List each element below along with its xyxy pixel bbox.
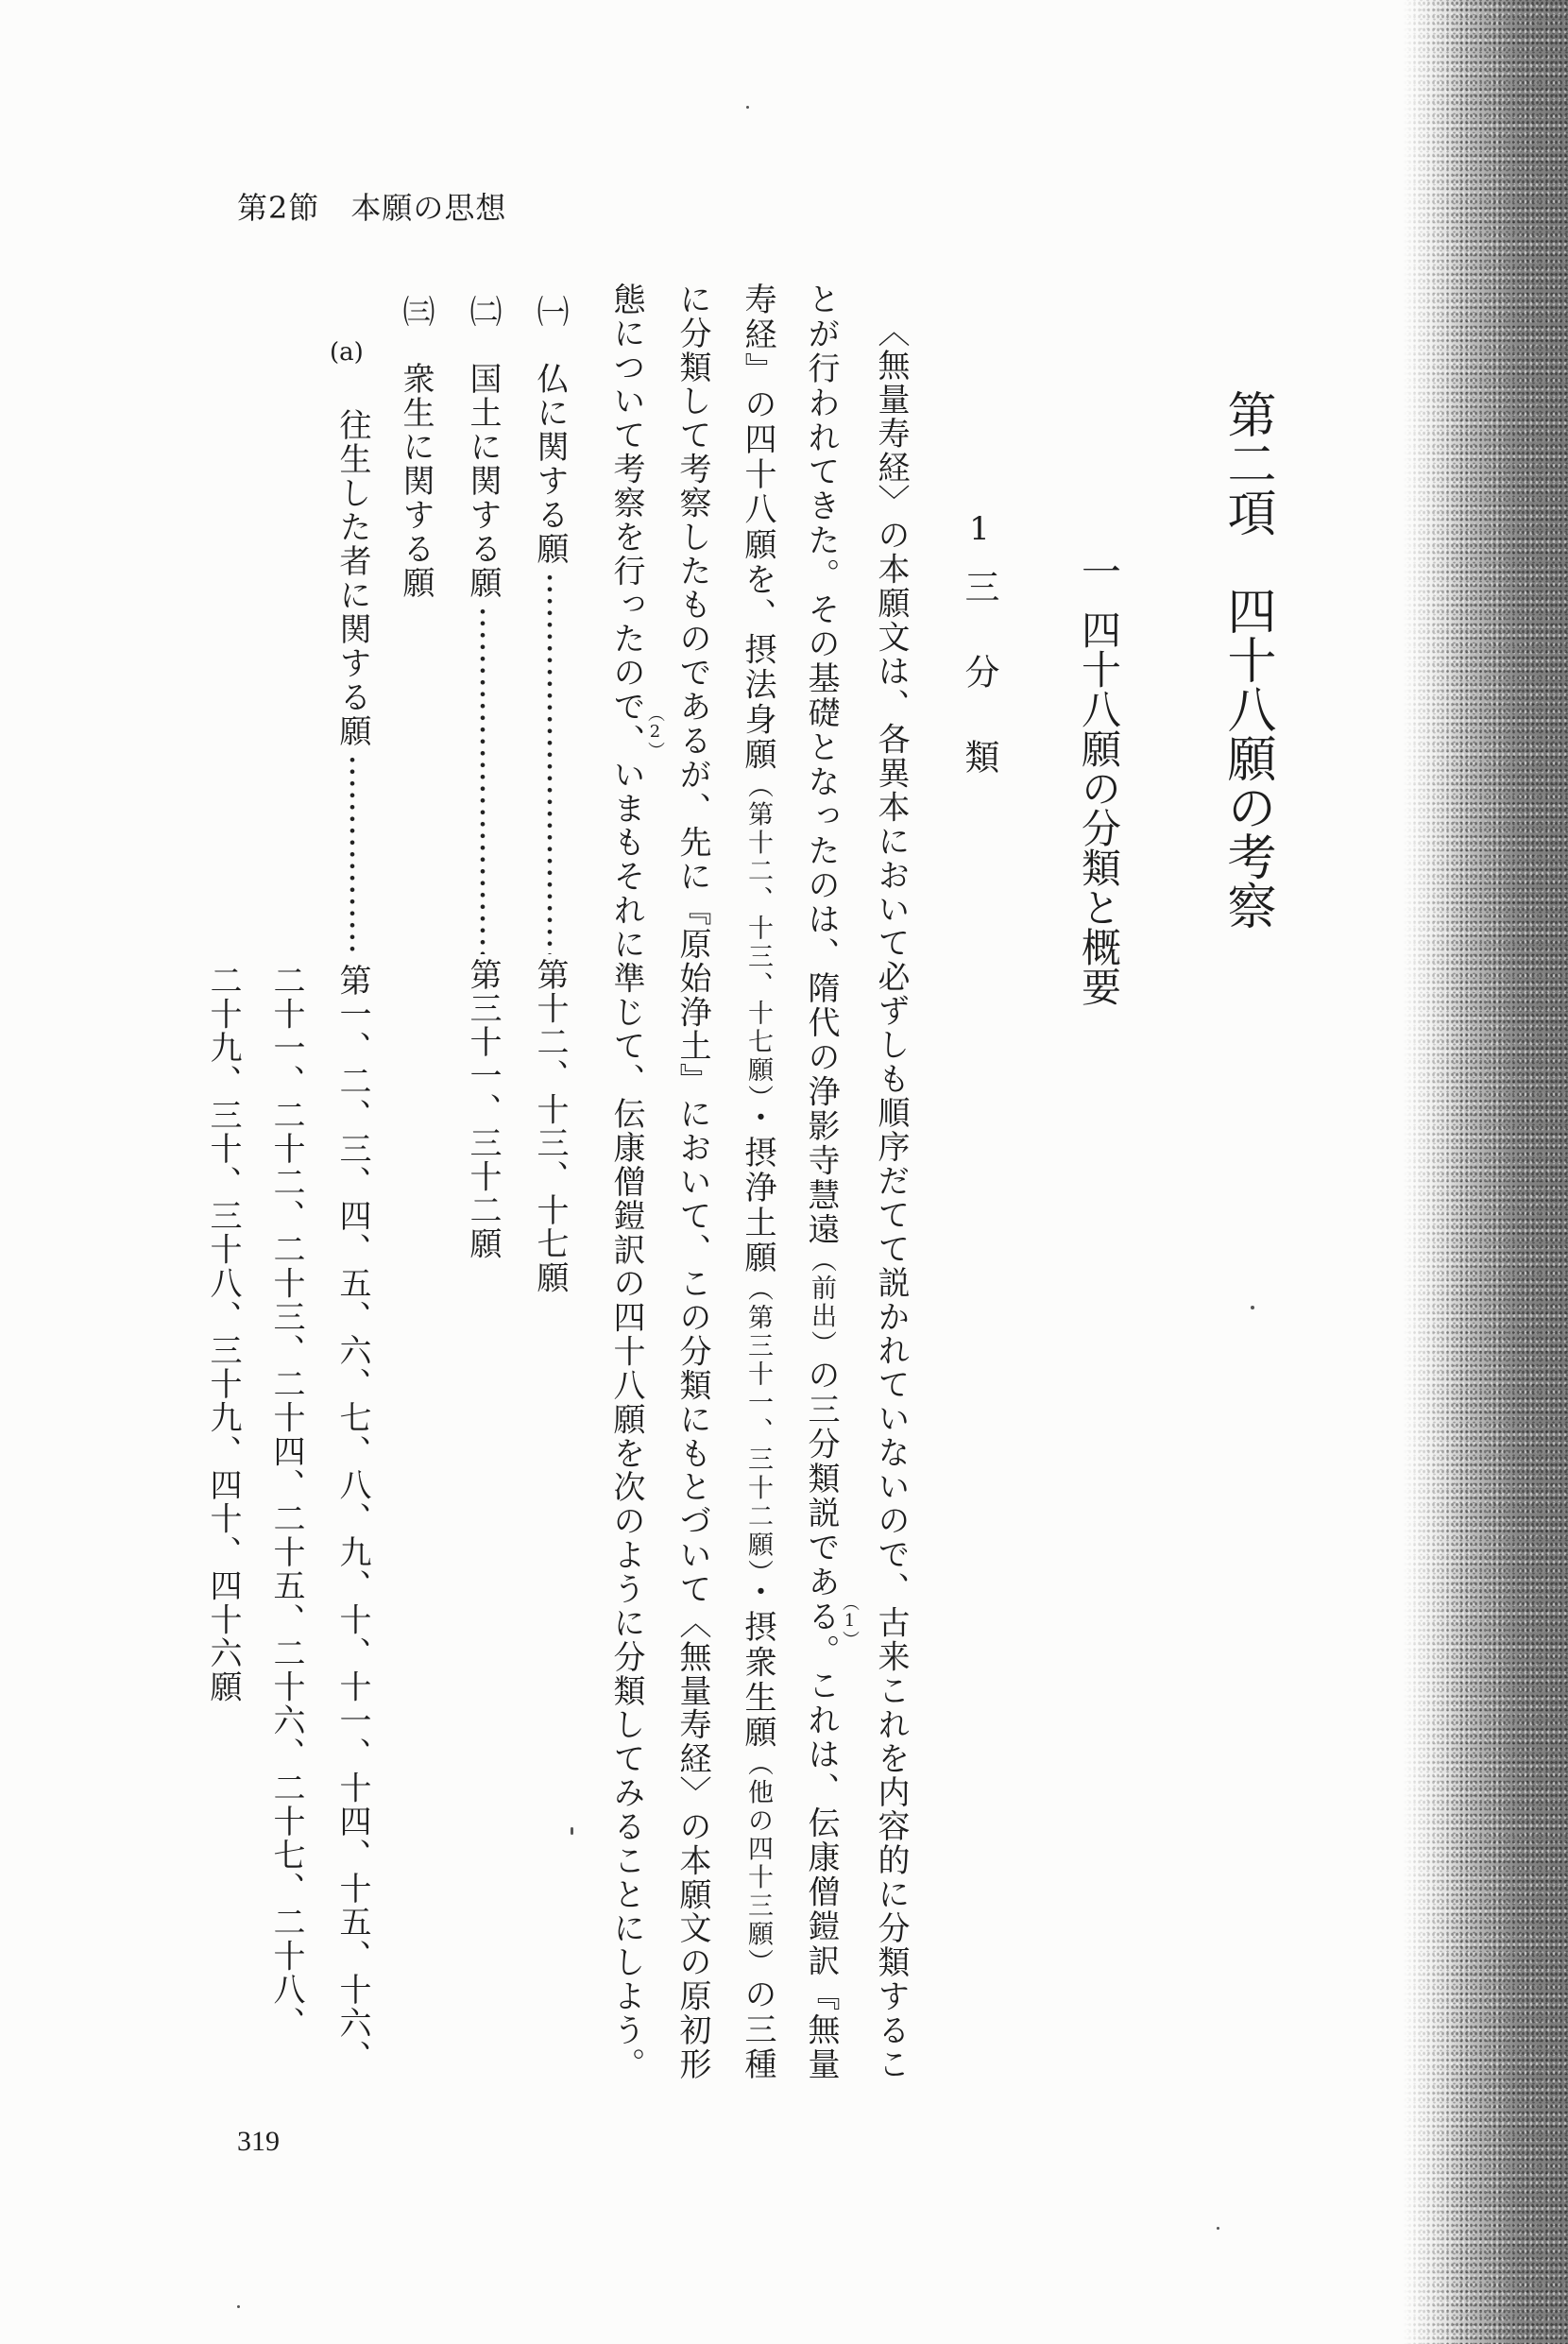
list-item-land [464,362,502,958]
subsubsection-number: 1 [961,510,998,548]
scan-speck [1251,1306,1254,1309]
list-item-value-line-1: 第一、二、三、四、五、六、七、八、九、十、十一、十四、十五、十六、 [333,964,371,2074]
list-marker-1: ㈠ [531,295,569,327]
body-text: に分類して考察したものであるが、先に『原始浄土』において、この分類にもとづいて〈無量寿経〉の本願文の原初形 [673,282,711,2079]
dot-leader [477,606,488,954]
body-column-1 [872,282,910,2079]
list-item-label: 衆生に関する願 [397,362,435,600]
scan-speck [571,1827,573,1835]
inline-note: （第十二、十三、十七願） [743,772,773,1101]
list-item-buddha [531,362,569,958]
dot-leader [347,754,358,954]
list-subitem-rebirth [333,408,371,958]
body-column-4 [673,282,711,2079]
list-item-label: 国土に関する願 [464,362,502,600]
body-text: 〈無量寿経〉の本願文は、各異本において必ずしも順序だてて説かれていないので、古来これを内容的に分類するこ [872,315,910,2079]
list-item-value: 第三十一、三十二願 [464,958,502,1261]
subsubsection-title: 三分類 [959,569,999,824]
body-text: 。これは、伝康僧鎧訳『無量 [802,1634,840,2080]
list-item-value-line-2: 二十一、二十二、二十三、二十四、二十五、二十六、二十七、二十八、 [267,964,305,2041]
inline-note: （他の四十三願） [743,1750,773,1977]
scan-edge-shadow [1403,0,1568,2344]
list-item-value-line-3: 二十九、三十、三十八、三十九、四十、四十六願 [204,964,242,1704]
inline-note: （第三十一、三十二願） [743,1275,773,1576]
scan-speck [746,106,749,109]
footnote-anchor [607,690,665,760]
scan-speck [237,2305,240,2308]
running-head: 第2節 本願の思想 [237,190,507,226]
footnote-ref-1: （1） [840,1594,860,1649]
body-text: の三分類説であ [802,1358,840,1600]
inline-note: （前出） [807,1246,836,1359]
list-marker-2: ㈡ [464,295,502,327]
body-column-3 [741,282,774,2079]
anchor-char: で [607,690,645,725]
list-item-label: 仏に関する願 [531,362,569,566]
body-text: の三種 [739,1976,776,2080]
body-text: とが行われてきた。その基礎となったのは、隋代の浄影寺慧遠 [802,282,840,1247]
body-text: 、いまもそれに準じて、伝康僧鎧訳の四十八願を次のように分類してみることにしよう。 [607,724,645,2080]
body-text: 寿経』の四十八願を、摂法身願 [739,282,776,773]
list-marker-a: (a) [330,338,364,367]
list-item-label: 往生した者に関する願 [333,408,371,748]
scan-speck [1217,2227,1219,2230]
dot-leader [544,572,555,954]
body-column-5 [607,282,665,2080]
list-item-beings [397,362,435,600]
body-text: ・摂浄土願 [739,1100,776,1276]
list-marker-3: ㈢ [397,295,435,327]
anchor-char: る [802,1600,840,1634]
subsection-number: 一 [1076,551,1122,590]
page-number: 319 [237,2126,280,2157]
body-column-2 [802,282,860,2080]
footnote-ref-2: （2） [645,705,665,760]
body-text: ・摂衆生願 [739,1575,776,1751]
section-title: 第二項 四十八願の考察 [1219,389,1275,930]
subsection-title: 四十八願の分類と概要 [1076,609,1122,1006]
list-item-value: 第十二、十三、十七願 [531,958,569,1294]
body-text: 態について考察を行ったの [607,282,645,691]
footnote-anchor [802,1594,860,1649]
